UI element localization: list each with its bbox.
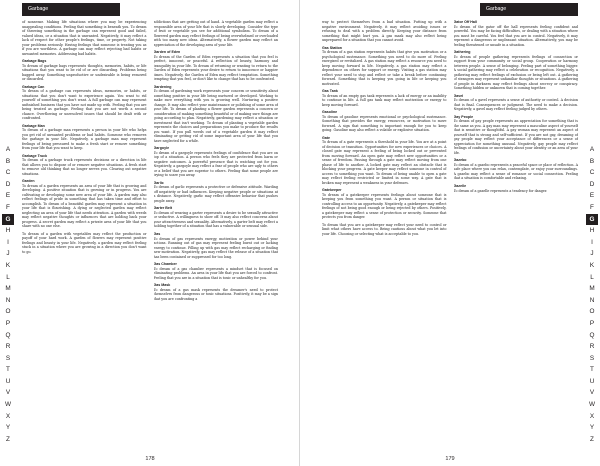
entry-title: Gas Station <box>322 45 342 50</box>
entry-title: Garlic <box>153 180 164 185</box>
entry-title: Gas Tank <box>322 89 338 94</box>
alpha-letter-x: X <box>589 412 595 420</box>
alpha-letter-d: D <box>5 180 11 188</box>
alpha-letter-z: Z <box>590 435 594 443</box>
right-columns <box>322 20 578 442</box>
alpha-letter-q: Q <box>589 331 595 339</box>
alpha-letter-m: M <box>5 285 11 293</box>
alpha-letter-q: Q <box>5 331 11 339</box>
entry-text: To dream of garbage bags represents thoughts, memories, habits, or life situations that you want to be rid of or are discarding. Problems being bagged away. Something unproductive or undesirable is being removed or discarded. <box>22 63 147 82</box>
dictionary-entry <box>22 124 147 151</box>
alpha-letter-r: R <box>5 343 11 351</box>
alpha-letter-g: G <box>586 214 598 226</box>
entry-text: To dream of wearing a garter represents a desire to be sexually attractive or seductive. A willingness to show off. It may also reflect concerns about your attractiveness and sexuality. Alternatively, a garter belt may reflect a holding together of a situation that has a vulnerable or sensual side. <box>153 210 278 229</box>
entry-title: Garden of Eden <box>153 50 181 54</box>
entry-text: To dream of a gargoyle represents feelings of confidence that you are on top of a situation. A person who feels they are protected from harm or negative outcomes. A powerful presence that is watching out for you. Negatively, a gargoyle may reflect a fear of people who are ugly to others or a belief that you are superior to others. Feeling that some people are trying to scare you away. <box>153 150 278 178</box>
dictionary-entry <box>454 20 579 47</box>
alpha-letter-u: U <box>5 377 11 385</box>
dictionary-entry <box>154 20 279 47</box>
entry-text: To dream of garlic represents a protective or defensive attitude. Warding off negativity or bad influences. Keeping negative people or situations at a distance. Negatively, garlic may reflect offensive behavior that pushes people away. <box>153 185 278 203</box>
entry-text: To dream of gardening work represents your concern or sensitivity about something positive in your life being nurtured or developed. Working to make sure everything with you is growing well. Nurturing a positive change. It may also reflect your maintenance or polishing of some area of your life. To dream of planting a flower garden represents a concern or consideration of making something beautiful or of making sure things are going according to plan. Negatively, gardening may reflect a situation or investment that isn't working. To dream of planting a vegetable garden represents the choices and preparations you make to produce the results you want. If you pull weeds out of a vegetable garden it may reflect eliminating or getting rid of some important area of your life that you have neglected for a while. <box>153 89 278 143</box>
alpha-letter-u: U <box>589 377 595 385</box>
entry-text: To dream of a gazelle represents a tendency for danger. <box>453 188 548 193</box>
entry-text: addictions that are getting out of hand. A vegetable garden may reflect a responsible area of your life that is slowly developing. Consider the type of fruit or vegetable you see for additional symbolism. To dream of a flowered garden may reflect feelings of being overwhelmed or overloaded with too many new ideas. Alternatively, a flower garden may reflect an appreciation of the developing area of your life. <box>153 20 278 47</box>
entry-text: way to protect themselves from a bad situation. Putting up with a negative environment. Negatively, it may reflect avoiding issues or refusing to deal with a problem directly. Keeping your distance from something that might hurt you. A gas mask may also reflect being unprepared for a situation that you cannot avoid. <box>322 20 447 42</box>
alpha-letter-c: C <box>589 169 595 177</box>
left-header-tab: Garbage <box>22 3 120 16</box>
alpha-letter-e: E <box>589 192 595 200</box>
entry-text: To dream of a garden with vegetables may reflect the production or payoff of your hard work. A garden of flowers may represent positive feelings and beauty in your life. Negatively, a garden may reflect feeling stuck in a situation where you are growing in a direction you don't want to go. <box>22 231 147 254</box>
right-column-2 <box>454 20 579 442</box>
entry-title: Gas Chamber <box>153 262 177 267</box>
alpha-letter-m: M <box>589 285 595 293</box>
dictionary-entry <box>154 206 279 229</box>
entry-title: Gatekeeper <box>322 188 342 193</box>
alpha-letter-z: Z <box>6 435 10 443</box>
entry-text: of nonsense. Making life situations where you may be experiencing unappealing conditions. Feeling that something is beneath you. To dream of throwing something in the garbage can represent good and failed, valued ideas, or a situation that is unwanted. Negatively, it may reflect a lack of respect for other people's feelings, time, or property. Not taking your problems seriously. Having feelings that someone is treating you as if you are worthless. A garbage can may reflect rejecting bad habits or unwanted memories. Addressing bad habits. <box>22 20 147 56</box>
alpha-letter-v: V <box>5 389 11 397</box>
entry-text: To dream of a gas mask represents the dreamer's need to protect themselves from dangerous or toxic situations. Positively, it may be a sign that you are confronting a <box>153 287 278 301</box>
entry-title: Gardening <box>153 84 172 89</box>
dictionary-entry <box>154 232 279 259</box>
alpha-letter-w: W <box>588 401 596 409</box>
alpha-letter-r: R <box>589 343 595 351</box>
entry-title: Garden <box>22 179 35 184</box>
alpha-letter-f: F <box>6 203 10 211</box>
entry-text: To dream of a gas station represents habits that give you motivation or a psychological sustenance. Something you need to do more of. Feeling energized or revitalized. A gas station may reflect a resource you need to keep moving forward in life. Negatively, a gas station may reflect a dependence on others for support or energy. Visiting a gas station may reflect your need to stop and reflect or take a break before continuing forward. Something that is keeping you going in life or keeping you motivated. <box>322 50 447 86</box>
dictionary-entry <box>322 110 447 133</box>
left-column-2 <box>154 20 279 442</box>
alpha-letter-f: F <box>590 203 594 211</box>
dictionary-entry <box>154 85 279 144</box>
entry-text: To dream of the gator off the hall represents feeling confident and powerful. You may be facing difficulties, or dealing with a situation where you must be careful. You feel that you are in control. Negatively, it may represent a dangerous or unpleasant situation. Alternatively, you may be feeling threatened or unsafe in a situation. <box>453 24 578 47</box>
dictionary-entry <box>454 50 579 91</box>
entry-title: Gasoline <box>322 110 338 115</box>
dictionary-entry <box>322 46 447 87</box>
alpha-letter-s: S <box>5 354 11 362</box>
left-alphabet-index <box>2 144 14 445</box>
alpha-letter-o: O <box>589 308 595 316</box>
dictionary-entry <box>322 89 447 107</box>
alpha-letter-l: L <box>590 273 594 281</box>
alpha-letter-c: C <box>5 169 11 177</box>
entry-title: Gathering <box>453 50 471 55</box>
entry-title: Gator Off Hall <box>453 20 477 24</box>
entry-text: To dream of gasoline represents emotional or psychological sustenance. Something that provides the energy, resources, or motivation to move forward. A sign that something is important enough for you to keep going. Gasoline may also reflect a volatile or explosive situation. <box>322 114 447 133</box>
entry-title: Gas <box>153 231 161 236</box>
alpha-letter-d: D <box>589 180 595 188</box>
alpha-letter-k: K <box>589 261 595 269</box>
entry-text: To dream that you are a gatekeeper may reflect your need to control or limit what others have access to. Being cautious about what you let into your life. Choosing or selecting what is acceptable to you. <box>322 222 447 236</box>
dictionary-entry <box>322 223 447 237</box>
dictionary-entry <box>154 50 279 82</box>
entry-text: To dream of a garbage can represents ideas, memories, or habits, or situations that you don't want to experience again. You want to rid yourself of something you don't want. A full garbage can may represent unfinished business that you have not made up with. Feeling that you are being treated as garbage. Feeling that you are not worth a second chance. Overflowing or unresolved issues that should be dealt with or confronted. <box>22 89 147 121</box>
dictionary-entry <box>22 59 147 82</box>
dictionary-entry <box>22 154 147 177</box>
alpha-letter-t: T <box>590 366 594 374</box>
alpha-letter-w: W <box>4 401 12 409</box>
dictionary-entry <box>322 136 447 186</box>
entry-text: To dream of the Garden of Eden represents a situation that you feel is perfect, innocent, or peaceful. A reflection of beauty, harmony and tranquility in your life. To dream of returning or wanting to return to the Garden of Eden represents your desire to return to innocence or happier times. Negatively, the Garden of Eden may reflect temptation. Something tempting that you feel, or don't like to change that has to be confronted. <box>153 54 278 82</box>
entry-title: Garbage Bags <box>22 59 47 63</box>
alpha-letter-n: N <box>5 296 11 304</box>
alpha-letter-k: K <box>5 261 11 269</box>
entry-text: To dream of a gavel represents a sense of authority or control. A decision that is final. Consequences or judgment. The need to make a decision. Negatively, a gavel may reflect feeling judged by others. <box>453 98 578 112</box>
dictionary-entry <box>22 232 147 255</box>
alpha-letter-x: X <box>5 412 11 420</box>
entry-title: Gazebo <box>453 158 467 163</box>
alpha-letter-j: J <box>590 250 594 258</box>
entry-title: Garter Belt <box>153 206 173 211</box>
dictionary-entry <box>322 188 447 220</box>
entry-title: Garbage Can <box>22 84 45 89</box>
alpha-letter-a: A <box>5 146 11 153</box>
entry-title: Gas Mask <box>153 283 171 288</box>
entry-text: To dream of a gazebo represents a peaceful space or place of reflection. A safe place where you can relax, contemplate, or enjoy your surroundings. A gazebo may reflect a sense of romance or social connection. Feeling that a situation is comfortable and relaxing. <box>453 162 578 181</box>
dictionary-entry <box>454 94 579 112</box>
alpha-letter-n: N <box>589 296 595 304</box>
alpha-letter-g: G <box>2 214 14 226</box>
dictionary-entry <box>22 85 147 121</box>
alpha-letter-l: L <box>6 273 10 281</box>
dictionary-entry <box>454 158 579 181</box>
dictionary-entry <box>154 262 279 280</box>
entry-text: To dream of a gas chamber represents a mindset that is focused on eliminating problems. An area in your life that you are forced to confront. Feeling that you are in a situation that is toxic or unhealthy for you. <box>153 266 278 280</box>
dictionary-entry <box>22 179 147 229</box>
entry-text: To dream of gas represents energy, motivation or power behind your actions. Running out of gas may represent feeling burnt out or lacking energy to continue. Filling up with gas may reflect recharging or finding new motivation. Negatively, gas may reflect the release of a situation that has been contained or suppressed for too long. <box>153 236 278 259</box>
alpha-letter-i: I <box>591 238 593 246</box>
left-page-number: 178 <box>145 456 155 462</box>
alpha-letter-b: B <box>5 157 11 165</box>
dictionary-entry <box>322 20 447 43</box>
alpha-letter-v: V <box>589 389 595 397</box>
alpha-letter-p: P <box>5 319 11 327</box>
entry-text: To dream of gay people represents an appreciation for something that is the same as you. A gay man may represent a masculine aspect of yourself that is sensitive or thoughtful. A gay woman may represent an aspect of yourself that is strong and self-sufficient. If you are not gay, dreaming of gay people may reflect your acceptance of differences or a sense of appreciation for something unusual. Negatively, gay people may reflect feelings of confusion or uncertainty about your identity or an area of your life. <box>453 119 578 155</box>
dictionary-entry <box>154 146 279 178</box>
entry-text: To dream of a garbage man represents a person in your life who helps you get rid of unwanted problems or bad habits. Someone who removes the garbage in your life. Negatively, a garbage man may represent feelings of being pressured to make a fresh start or remove something from your life that you want to keep. <box>22 128 147 151</box>
left-column-1 <box>22 20 147 442</box>
alpha-letter-p: P <box>589 319 595 327</box>
alpha-letter-a: A <box>589 146 595 153</box>
dictionary-entry <box>454 115 579 156</box>
alpha-letter-o: O <box>5 308 11 316</box>
right-alphabet-index <box>586 144 598 445</box>
entry-text: To dream of an empty gas tank represents a lack of energy or an inability to continue in life. A full gas tank may reflect motivation or energy to keep moving forward. <box>322 93 447 107</box>
entry-text: To dream of people gathering represents feelings of connection or support from your community or social group. Cooperation or harmony between people. A sense of belonging. Feeling part of something bigger. A social gathering may reflect a celebration or recognition. Negatively, a gathering may reflect feelings of exclusion or being left out. A gathering of strangers may represent unfamiliar thoughts or situations. A gathering of people in darkness may reflect feelings about secrecy or conspiracy. Something hidden or unknown that is coming together. <box>453 54 578 91</box>
entry-title: Garbage Man <box>22 123 45 128</box>
alpha-letter-e: E <box>5 192 11 200</box>
right-header-tab: Garbage <box>480 3 578 16</box>
entry-title: Gazelle <box>453 183 467 188</box>
entry-title: Gate <box>322 135 330 140</box>
dictionary-entry <box>22 20 147 56</box>
alpha-letter-y: Y <box>589 424 595 432</box>
entry-title: Gay People <box>453 114 474 119</box>
entry-text: To dream of a garbage truck represents decisions or a direction in life that allows you to dispose of or remove negative situations. A fresh start to remove old thinking that no longer serves you. Clearing out negative situations. <box>22 158 147 176</box>
alpha-letter-s: S <box>589 354 595 362</box>
left-columns <box>22 20 278 442</box>
alpha-letter-h: H <box>589 227 595 235</box>
right-column-1 <box>322 20 447 442</box>
entry-title: Garbage Truck <box>22 153 48 158</box>
right-page-number: 179 <box>445 456 455 462</box>
entry-text: To dream of a garden represents an area of your life that is growing and developing. A positive situation that is growing or in progress. You are cultivating or developing some new area of your life. A garden may also reflect feelings of pride in something that has taken time and effort to accomplish. To dream of a beautiful garden may represent a situation in your life that is flourishing. A dying or neglected garden may reflect neglecting an area of your life that needs attention. A garden with weeds may reflect negative thoughts or influences that are holding back your progress. A secret garden may reflect a private area of your life that you share with no one else. <box>22 183 147 229</box>
right-page <box>300 0 600 466</box>
alpha-letter-y: Y <box>5 424 11 432</box>
entry-title: Gavel <box>453 93 464 98</box>
entry-title: Gargoyle <box>153 146 170 151</box>
dictionary-entry <box>154 283 279 301</box>
alpha-letter-t: T <box>6 366 10 374</box>
alpha-letter-b: B <box>589 157 595 165</box>
alpha-letter-j: J <box>6 250 10 258</box>
dictionary-entry <box>154 181 279 204</box>
alpha-letter-h: H <box>5 227 11 235</box>
dictionary-entry <box>454 184 579 193</box>
entry-text: To dream of a gate represents a threshold in your life. You are at a point of decision or transition. Opportunities for new experiences or choices. A closed gate may represent a feeling of being locked out or prevented from moving forward. An open gate may reflect new opportunities or a sense of freedom. Passing through a gate may reflect moving from one phase of life to another. A locked gate may reflect an obstacle that is blocking your progress. A gate keeper may reflect someone in control of access to something you want. To dream of being unable to open a gate may reflect feeling restricted or limited in some way. A gate that is broken may represent a weakness in your defenses. <box>322 140 447 185</box>
entry-text: To dream of a gatekeeper represents feelings about someone that is keeping you from something you want. A person or situation that is controlling access to an opportunity. Negatively, a gatekeeper may reflect feelings of not being good enough or being rejected by others. Positively, a gatekeeper may reflect a sense of protection or security. Someone that protects you from danger. <box>322 192 447 220</box>
alpha-letter-i: I <box>7 238 9 246</box>
